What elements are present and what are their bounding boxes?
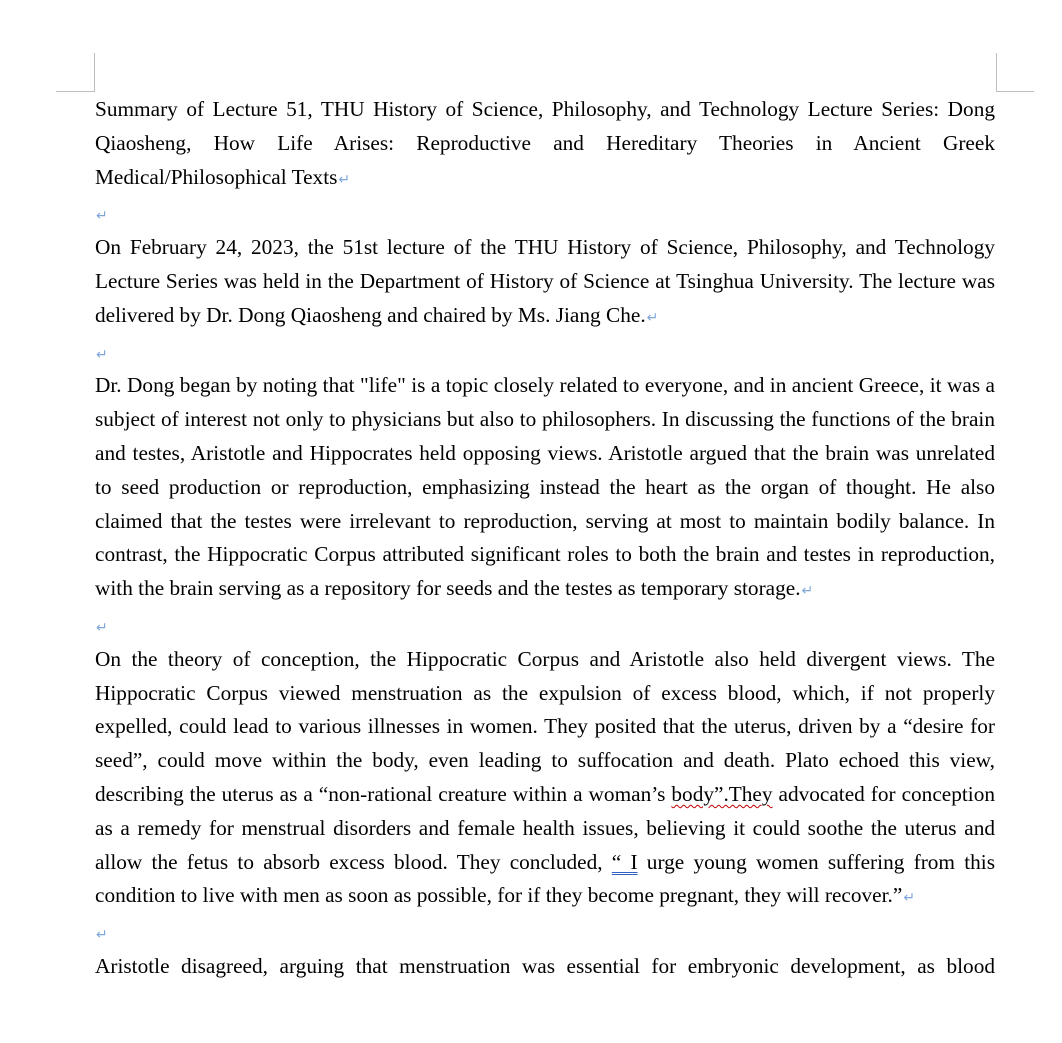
paragraph-4-text: Aristotle disagreed, arguing that menstruation was essential for embryonic development, as blood [95,953,995,978]
paragraph-3-text-e: urge young women suffering from this condition to live with men as soon as possible, for if they become pregnant, they will recover.” [95,849,995,908]
empty-paragraph[interactable] [95,609,995,643]
paragraph-mark-icon: ↵ [96,208,108,225]
paragraph-mark-icon: ↵ [903,890,916,907]
paragraph-3-text-c: advocated for conception as a remedy for menstrual disorders and female health issues, believing it could soothe the uterus and allow the fetus to absorb excess blood. They concluded, [95,781,996,874]
paragraph-4[interactable] [95,950,995,984]
paragraph-1-text: On February 24, 2023, the 51st lecture of the THU History of Science, Philosophy, and Technology Lecture Series was held in the Department of History of Science at Tsinghua University. The lecture was delivered by Dr. Dong Qiaosheng and chaired by Ms. Jiang Che. [95,235,995,327]
paragraph-3[interactable] [95,643,995,916]
empty-paragraph[interactable] [95,336,995,370]
crop-mark-top-left-horizontal [56,91,95,92]
empty-paragraph[interactable] [95,197,995,231]
spelling-error-mark[interactable]: body”.They [671,781,773,806]
crop-mark-top-right-horizontal [996,91,1034,92]
paragraph-mark-icon: ↵ [646,309,659,326]
paragraph-2[interactable] [95,369,995,609]
crop-mark-top-left-vertical [94,53,95,91]
empty-paragraph[interactable] [95,916,995,950]
paragraph-2-text: Dr. Dong began by noting that "life" is a topic closely related to everyone, and in ancient Greece, it was a subject of interest not only to physicians but also to philosophers. In discussing the functions of the brain and testes, Aristotle and Hippocrates held opposing views. Aristotle argued that the brain was unrelated to seed production or reproduction, emphasizing instead the heart as the organ of thought. He also claimed that the testes were irrelevant to reproduction, serving at most to maintain bodily balance. In contrast, the Hippocratic Corpus attributed significant roles to both the brain and testes in reproduction, with the brain serving as a repository for seeds and the testes as temporary storage. [95,373,995,601]
document-body[interactable] [95,93,995,984]
crop-mark-top-right-vertical [996,53,997,91]
document-title: Summary of Lecture 51, THU History of Science, Philosophy, and Technology Lecture Series: Dong Qiaosheng, How Life Arises: Reproductive and Hereditary Theories in Ancient Greek Medical/Philosophical Texts [95,97,995,189]
grammar-error-mark[interactable]: “ I [611,849,638,874]
paragraph-mark-icon: ↵ [96,346,108,363]
paragraph-mark-icon: ↵ [96,927,108,944]
paragraph-3-text-a: On the theory of conception, the Hippocratic Corpus and Aristotle also held divergent views. The Hippocratic Corpus viewed menstruation as the expulsion of excess blood, which, if not properly expelled, could lead to various illnesses in women. They posited that the uterus, driven by a “desire for seed”, could move within the body, even leading to suffocation and death. Plato echoed this view, describing the uterus as a “non-rational creature within a woman’s [95,646,995,806]
paragraph-mark-icon: ↵ [801,583,814,600]
paragraph-1[interactable] [95,231,995,335]
paragraph-mark-icon: ↵ [338,171,351,188]
document-title-paragraph[interactable] [95,93,995,197]
paragraph-mark-icon: ↵ [96,619,108,636]
